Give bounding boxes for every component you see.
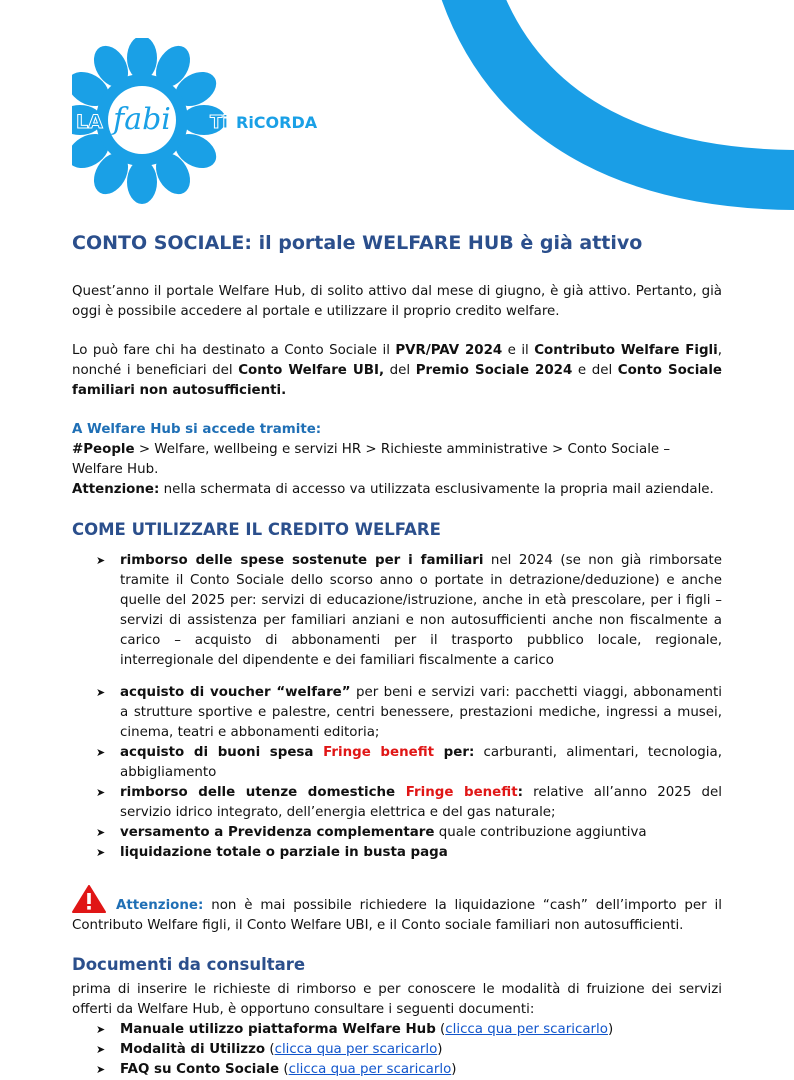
arrow-icon: ➤ bbox=[96, 686, 106, 699]
svg-text:RiCORDA: RiCORDA bbox=[236, 113, 318, 132]
list-item: ➤ rimborso delle utenze domestiche Fringe benefit: relative all’anno 2025 del servizio idrico integrato, dell’energia elettrica e del gas naturale; bbox=[96, 785, 722, 820]
arrow-icon: ➤ bbox=[96, 746, 106, 759]
page-title: CONTO SOCIALE: il portale WELFARE HUB è già attivo bbox=[72, 232, 643, 254]
list-item: ➤ acquisto di voucher “welfare” per beni e servizi vari: pacchetti viaggi, abbonamenti a strutture sportive e palestre, centri benessere, prestazioni mediche, ingressi a musei, cinema, teatri e abbonamenti editoria; bbox=[96, 685, 722, 740]
docs-intro: prima di inserire le richieste di rimborso e per conoscere le modalità di fruizione dei servizi offerti da Welfare Hub, è opportuno consultare i seguenti documenti: bbox=[72, 982, 722, 1017]
docs-list bbox=[96, 1020, 722, 1080]
warning-icon bbox=[72, 885, 106, 913]
download-link-faq[interactable]: clicca qua per scaricarlo bbox=[288, 1062, 452, 1077]
arrow-icon: ➤ bbox=[96, 786, 106, 799]
access-section bbox=[72, 420, 722, 500]
usage-heading: COME UTILIZZARE IL CREDITO WELFARE bbox=[72, 520, 441, 539]
arrow-icon: ➤ bbox=[96, 1063, 106, 1076]
access-title: A Welfare Hub si accede tramite: bbox=[72, 422, 322, 437]
svg-text:Ti: Ti bbox=[210, 112, 229, 133]
usage-list bbox=[96, 551, 722, 863]
document-body bbox=[72, 230, 722, 1080]
fabi-logo bbox=[72, 38, 332, 208]
beneficiaries-paragraph: Lo può fare chi ha destinato a Conto Sociale il PVR/PAV 2024 e il Contributo Welfare Figli, nonché i beneficiari del Conto Welfare UBI, del Premio Sociale 2024 e del Conto Sociale familiari non autosufficienti. bbox=[72, 343, 723, 398]
download-link-usage[interactable]: clicca qua per scaricarlo bbox=[274, 1042, 438, 1057]
svg-text:fabi: fabi bbox=[113, 102, 171, 137]
docs-heading: Documenti da consultare bbox=[72, 955, 306, 974]
intro-paragraph: Quest’anno il portale Welfare Hub, di solito attivo dal mese di giugno, è già attivo. Pertanto, già oggi è possibile accedere al portale e utilizzare il proprio credito welfare. bbox=[72, 284, 722, 319]
arrow-icon: ➤ bbox=[96, 846, 106, 859]
arrow-icon: ➤ bbox=[96, 1043, 106, 1056]
warning-paragraph: Attenzione: non è mai possibile richiedere la liquidazione “cash” dell’importo per il Contributo Welfare figli, il Conto Welfare UBI, e il Conto sociale familiari non autosufficienti. bbox=[72, 885, 722, 936]
arrow-icon: ➤ bbox=[96, 554, 106, 567]
arrow-icon: ➤ bbox=[96, 1023, 106, 1036]
list-item: ➤ rimborso delle spese sostenute per i familiari nel 2024 (se non già rimborsate tramite il Conto Sociale dello scorso anno o portate in detrazione/deduzione) e anche quelle del 2025 per: servizi di educazione/istruzione, anche in età prescolare, per i figli – servizi di assistenza per familiari anziani e non autosufficienti anche non fiscalmente a carico – acquisto di abbonamenti per il trasporto pubblico locale, regionale, interregionale del dipendente e dei familiari fiscalmente a carico bbox=[96, 553, 722, 668]
access-path: #People > Welfare, wellbeing e servizi HR > Richieste amministrative > Conto Sociale – Welfare Hub. bbox=[72, 442, 671, 477]
list-item: ➤ acquisto di buoni spesa Fringe benefit per: carburanti, alimentari, tecnologia, abbigliamento bbox=[96, 745, 722, 780]
list-item: ➤ Manuale utilizzo piattaforma Welfare Hub (clicca qua per scaricarlo) bbox=[96, 1020, 722, 1040]
list-item: ➤ Modalità di Utilizzo (clicca qua per scaricarlo) bbox=[96, 1040, 722, 1060]
access-note: Attenzione: nella schermata di accesso va utilizzata esclusivamente la propria mail aziendale. bbox=[72, 482, 714, 497]
list-item: ➤ versamento a Previdenza complementare quale contribuzione aggiuntiva bbox=[96, 823, 722, 843]
list-item: ➤ liquidazione totale o parziale in busta paga bbox=[96, 843, 722, 863]
arrow-icon: ➤ bbox=[96, 826, 106, 839]
download-link-manual[interactable]: clicca qua per scaricarlo bbox=[445, 1022, 608, 1037]
list-item: ➤ FAQ su Conto Sociale (clicca qua per scaricarlo) bbox=[96, 1060, 722, 1080]
svg-text:LA: LA bbox=[76, 111, 103, 133]
